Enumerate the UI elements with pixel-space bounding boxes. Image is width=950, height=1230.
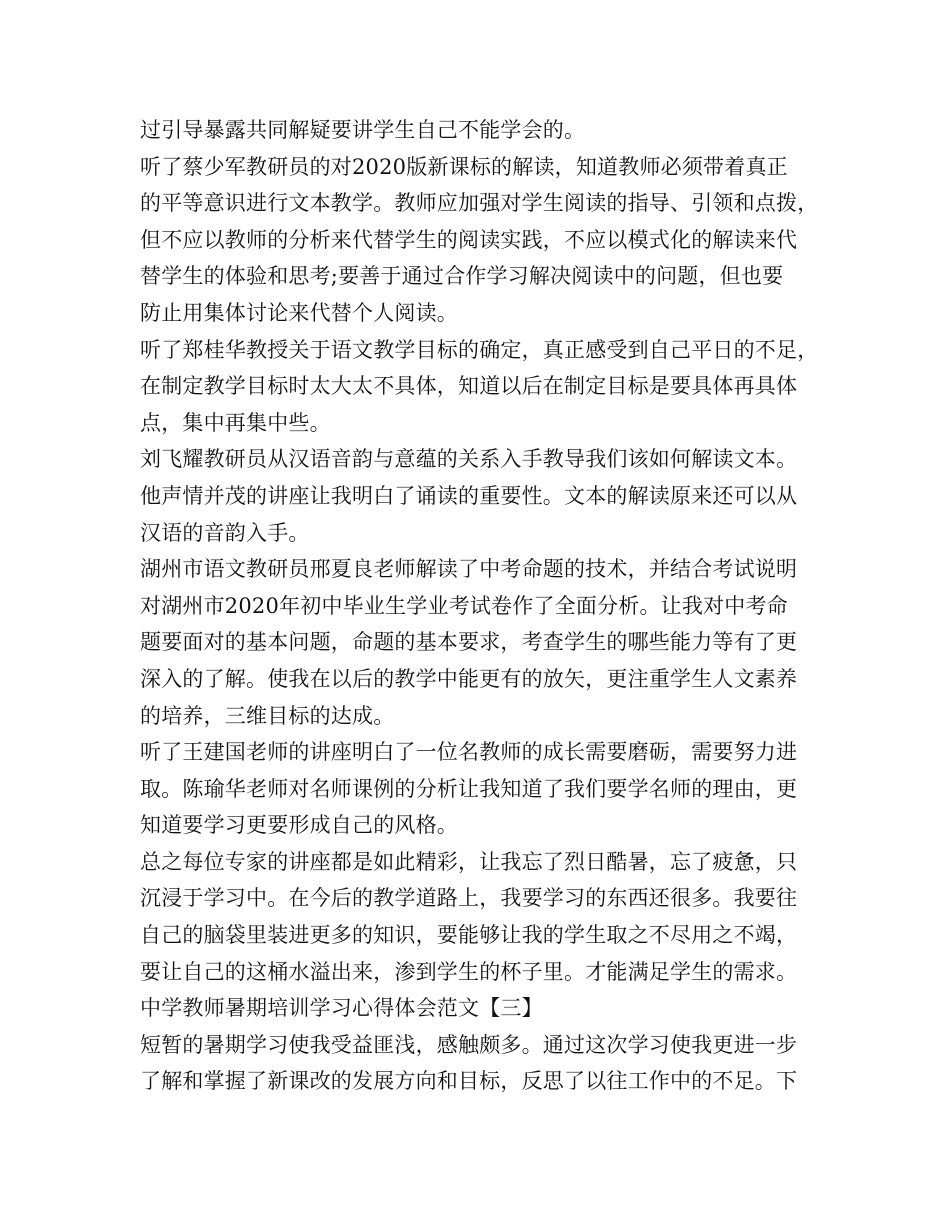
text-line: 刘飞耀教研员从汉语音韵与意蕴的关系入手教导我们该如何解读文本。 — [140, 447, 798, 472]
text-line: 汉语的音韵入手。 — [140, 520, 310, 545]
text-line: 的培养，三维目标的达成。 — [140, 703, 395, 728]
text-line: 替学生的体验和思考;要善于通过合作学习解决阅读中的问题，但也要 — [140, 264, 784, 289]
text-line: 取。陈瑜华老师对名师课例的分析让我知道了我们要学名师的理由，更 — [140, 776, 798, 801]
text-line: 总之每位专家的讲座都是如此精彩，让我忘了烈日酷暑，忘了疲惫，只 — [140, 849, 798, 874]
section-heading: 中学教师暑期培训学习心得体会范文【三】 — [140, 996, 543, 1021]
text-line: 听了郑桂华教授关于语文教学目标的确定，真正感受到自己平日的不足， — [140, 337, 819, 362]
text-line: 的平等意识进行文本教学。教师应加强对学生阅读的指导、引领和点拨， — [140, 191, 819, 216]
text-line: 听了王建国老师的讲座明白了一位名教师的成长需要磨砺，需要努力进 — [140, 740, 798, 765]
text-line: 湖州市语文教研员邢夏良老师解读了中考命题的技术，并结合考试说明 — [140, 557, 798, 582]
text-line: 沉浸于学习中。在今后的教学道路上，我要学习的东西还很多。我要往 — [140, 886, 798, 911]
text-line: 在制定教学目标时太大太不具体，知道以后在制定目标是要具体再具体 — [140, 374, 798, 399]
text-line: 过引导暴露共同解疑要讲学生自己不能学会的。 — [140, 118, 586, 142]
text-line: 对湖州市2020年初中毕业生学业考试卷作了全面分析。让我对中考命 — [140, 593, 788, 618]
document-body — [140, 112, 830, 1100]
text-line: 他声情并茂的讲座让我明白了诵读的重要性。文本的解读原来还可以从 — [140, 483, 798, 508]
text-line: 题要面对的基本问题，命题的基本要求，考查学生的哪些能力等有了更 — [140, 630, 798, 655]
text-line: 点，集中再集中些。 — [140, 410, 331, 435]
text-line: 深入的了解。使我在以后的教学中能更有的放矢，更注重学生人文素养 — [140, 666, 798, 691]
text-line: 要让自己的这桶水溢出来，渗到学生的杯子里。才能满足学生的需求。 — [140, 959, 798, 984]
text-line: 防止用集体讨论来代替个人阅读。 — [140, 300, 458, 325]
text-line: 听了蔡少军教研员的对2020版新课标的解读，知道教师必须带着真正 — [140, 154, 788, 179]
text-line: 自己的脑袋里装进更多的知识，要能够让我的学生取之不尽用之不竭， — [140, 923, 798, 948]
text-line: 了解和掌握了新课改的发展方向和目标，反思了以往工作中的不足。下 — [140, 1069, 798, 1094]
text-line: 知道要学习更要形成自己的风格。 — [140, 813, 458, 838]
text-line: 但不应以教师的分析来代替学生的阅读实践，不应以模式化的解读来代 — [140, 227, 798, 252]
text-line: 短暂的暑期学习使我受益匪浅，感触颇多。通过这次学习使我更进一步 — [140, 1032, 798, 1057]
